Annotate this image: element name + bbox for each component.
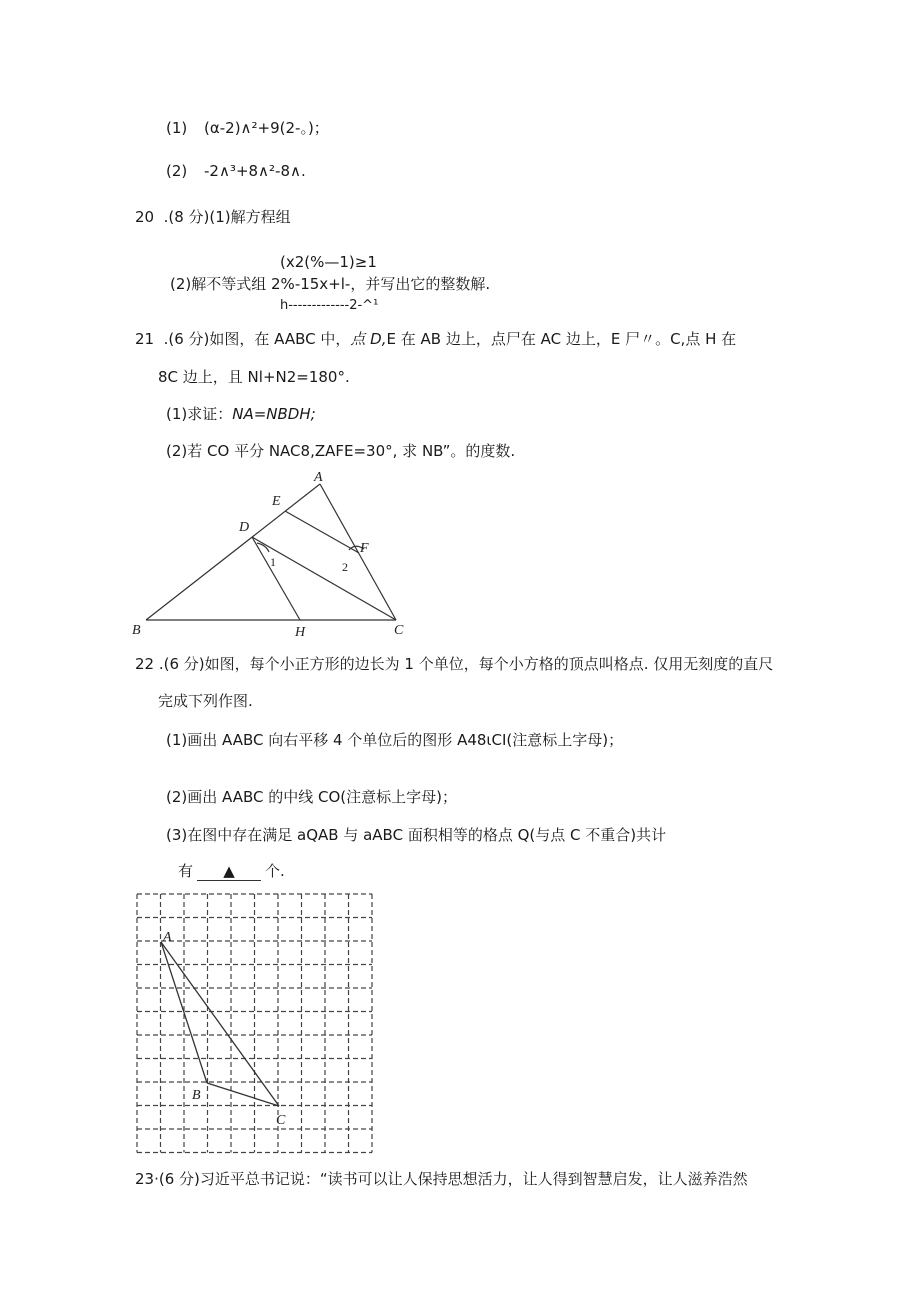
q21-heading-rest: E 在 AB 边上，点尸在 AC 边上，E 尸〃。C,点 H 在 bbox=[386, 330, 737, 348]
q20-inequality-line3: h-------------2-^¹ bbox=[280, 298, 379, 313]
q21-condition-line: 8C 边上，且 Nl+N2=180°. bbox=[158, 368, 350, 386]
q21-heading-italic: 点 D, bbox=[350, 330, 387, 348]
q20-heading: 20 .(8 分)(1)解方程组 bbox=[135, 208, 291, 226]
q20-inequality-line2: (2)解不等式组 2%-15x+l-，并写出它的整数解. bbox=[170, 275, 491, 293]
answer-blank: ▲ bbox=[197, 862, 261, 881]
q23-heading: 23·(6 分)习近平总书记说：“读书可以让人保持思想活力，让人得到智慧启发，让人滋养浩然 bbox=[135, 1170, 748, 1188]
fig-label-e: E bbox=[272, 494, 281, 509]
fig-angle-label-1: 1 bbox=[270, 555, 276, 569]
q21-part2: (2)若 CO 平分 NAC8,ZAFE=30°, 求 NB”。的度数. bbox=[166, 442, 516, 460]
q22-part1: (1)画出 AABC 向右平移 4 个单位后的图形 A48ιCI(注意标上字母)； bbox=[166, 731, 624, 749]
q21-part1-label: (1)求证： bbox=[166, 405, 233, 423]
grid-segment-ab bbox=[161, 942, 207, 1083]
grid-label-b: B bbox=[192, 1088, 201, 1103]
q22-part3: (3)在图中存在满足 aQAB 与 aABC 面积相等的格点 Q(与点 C 不重合)共计 bbox=[166, 826, 667, 844]
grid-label-c: C bbox=[276, 1113, 286, 1128]
q22-heading: 22 .(6 分)如图，每个小正方形的边长为 1 个单位，每个小方格的顶点叫格点. 仅用无刻度的直尺 bbox=[135, 655, 774, 673]
q20-inequality-line1: (x2(%—1)≥1 bbox=[280, 253, 377, 271]
q22-part2: (2)画出 AABC 的中线 CO(注意标上字母)； bbox=[166, 788, 457, 806]
q22-heading-line2: 完成下列作图. bbox=[158, 692, 253, 710]
fig-label-c: C bbox=[394, 623, 404, 638]
grid-label-a: A bbox=[163, 930, 172, 945]
fig-label-d: D bbox=[239, 520, 250, 535]
q22-you: 有 bbox=[178, 862, 194, 880]
q19-part1-expression: (α-2)∧²+9(2-。)； bbox=[204, 119, 329, 137]
fig-label-f: F bbox=[360, 541, 369, 556]
fig-label-h: H bbox=[295, 625, 306, 640]
grid-lines bbox=[137, 894, 372, 1153]
fig-label-a: A bbox=[314, 470, 323, 485]
q21-heading-start: 21 .(6 分)如图，在 AABC 中， bbox=[135, 330, 351, 348]
q21-part1-statement: NA=NBDH; bbox=[232, 405, 316, 423]
grid-segment-bc bbox=[207, 1083, 279, 1106]
fig-angle-label-2: 2 bbox=[342, 560, 348, 574]
q19-part1-number: (1) bbox=[166, 119, 188, 137]
q19-part2-number: (2) bbox=[166, 162, 188, 180]
fig-label-b: B bbox=[132, 623, 141, 638]
q22-ge: 个. bbox=[265, 862, 285, 880]
q19-part2-expression: -2∧³+8∧²-8∧. bbox=[204, 162, 306, 180]
